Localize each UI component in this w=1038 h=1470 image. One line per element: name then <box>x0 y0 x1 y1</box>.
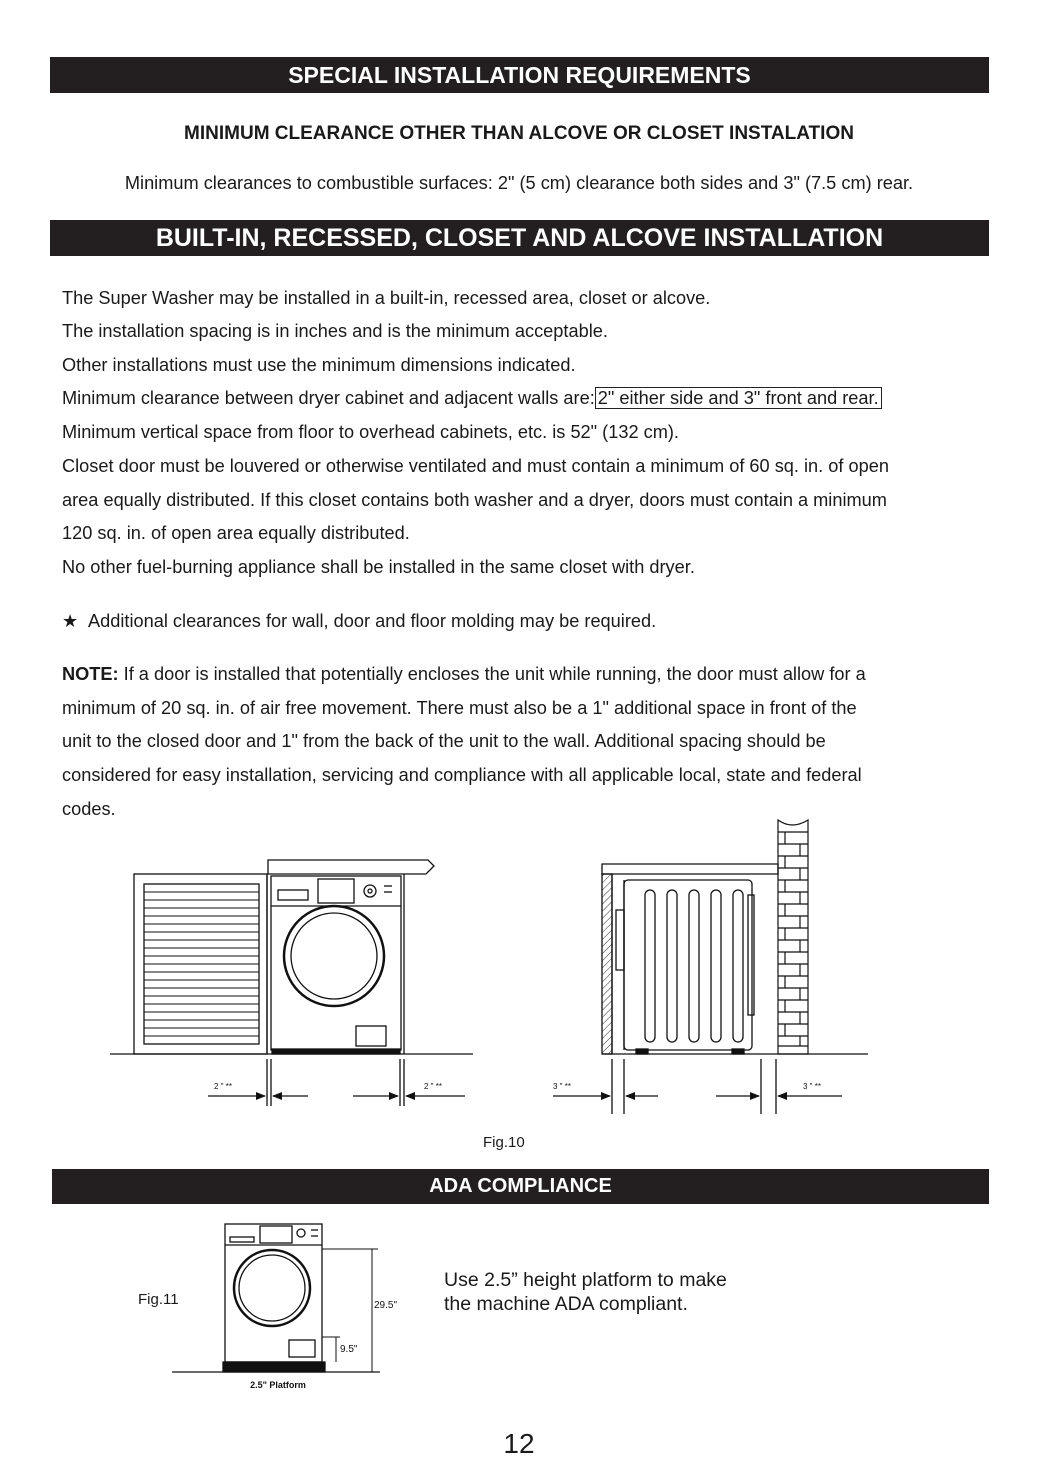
note-line-4: considered for easy installation, servicing and compliance with all applicable local, state and federal <box>62 765 862 785</box>
builtin-line-3: Other installations must use the minimum dimensions indicated. <box>62 355 576 375</box>
platform-label: 2.5" Platform <box>250 1380 306 1390</box>
dim-label-rear-left: 3 " ** <box>553 1082 571 1091</box>
subheading-minimum-clearance: MINIMUM CLEARANCE OTHER THAN ALCOVE OR CLOSET INSTALATION <box>184 123 854 144</box>
ada-instruction <box>444 1268 727 1316</box>
clearance-text: Minimum clearances to combustible surfaces: 2" (5 cm) clearance both sides and 3" (7.5 cm) rear. <box>124 173 914 193</box>
fig11-caption: Fig.11 <box>138 1291 179 1308</box>
builtin-line-4-text: Minimum clearance between dryer cabinet and adjacent walls are: <box>62 388 595 408</box>
boxed-clearance-value: 2" either side and 3" front and rear. <box>595 387 882 409</box>
ada-instruction-line-2: the machine ADA compliant. <box>444 1293 688 1315</box>
washer-front <box>271 876 401 1050</box>
builtin-line-5: Minimum vertical space from floor to overhead cabinets, etc. is 52" (132 cm). <box>62 422 679 442</box>
section-title-ada: ADA COMPLIANCE <box>52 1169 989 1204</box>
fig10-side-dimensions <box>553 1059 842 1114</box>
page-number: 12 <box>503 1428 535 1459</box>
additional-clearance-text: Additional clearances for wall, door and floor molding may be required. <box>88 611 657 631</box>
dim-label-side-right: 2 " ** <box>424 1082 442 1091</box>
section-title-builtin: BUILT-IN, RECESSED, CLOSET AND ALCOVE INSTALLATION <box>50 220 989 256</box>
star-icon: ★ <box>62 611 79 631</box>
louver-slats <box>144 892 259 1036</box>
ada-instruction-line-1: Use 2.5” height platform to make <box>444 1269 727 1291</box>
note-line-5: codes. <box>62 799 116 819</box>
fig10-side-view <box>602 864 868 1054</box>
section-title-special-installation: SPECIAL INSTALLATION REQUIREMENTS <box>50 57 989 93</box>
washer-side-ribs <box>645 890 743 1042</box>
builtin-line-7: area equally distributed. If this closet contains both washer and a dryer, doors must contain a minimum <box>62 490 887 510</box>
dim-label-total-height: 29.5" <box>374 1300 398 1311</box>
ada-platform <box>223 1362 325 1372</box>
builtin-line-6: Closet door must be louvered or otherwise ventilated and must contain a minimum of 60 sq. in. of open <box>62 456 889 476</box>
dim-label-door-height: 9.5" <box>340 1344 358 1355</box>
fig10-caption: Fig.10 <box>483 1134 525 1151</box>
builtin-line-1: The Super Washer may be installed in a built-in, recessed area, closet or alcove. <box>62 288 711 308</box>
brick-wall <box>778 820 808 1054</box>
builtin-line-2: The installation spacing is in inches and is the minimum acceptable. <box>62 321 608 341</box>
dim-label-rear-right: 3 " ** <box>803 1082 821 1091</box>
dim-label-side-left: 2 " ** <box>214 1082 232 1091</box>
note-line-3: unit to the closed door and 1" from the back of the unit to the wall. Additional spacing should be <box>62 731 826 751</box>
builtin-line-9: No other fuel-burning appliance shall be installed in the same closet with dryer. <box>62 557 695 577</box>
note-line-2: minimum of 20 sq. in. of air free movement. There must also be a 1" additional space in front of the <box>62 698 857 718</box>
builtin-line-8: 120 sq. in. of open area equally distributed. <box>62 523 410 543</box>
fig10-front-view <box>110 860 473 1054</box>
note-label: NOTE: <box>62 664 119 684</box>
note-line-1-text: If a door is installed that potentially encloses the unit while running, the door must allow for a <box>118 664 866 684</box>
